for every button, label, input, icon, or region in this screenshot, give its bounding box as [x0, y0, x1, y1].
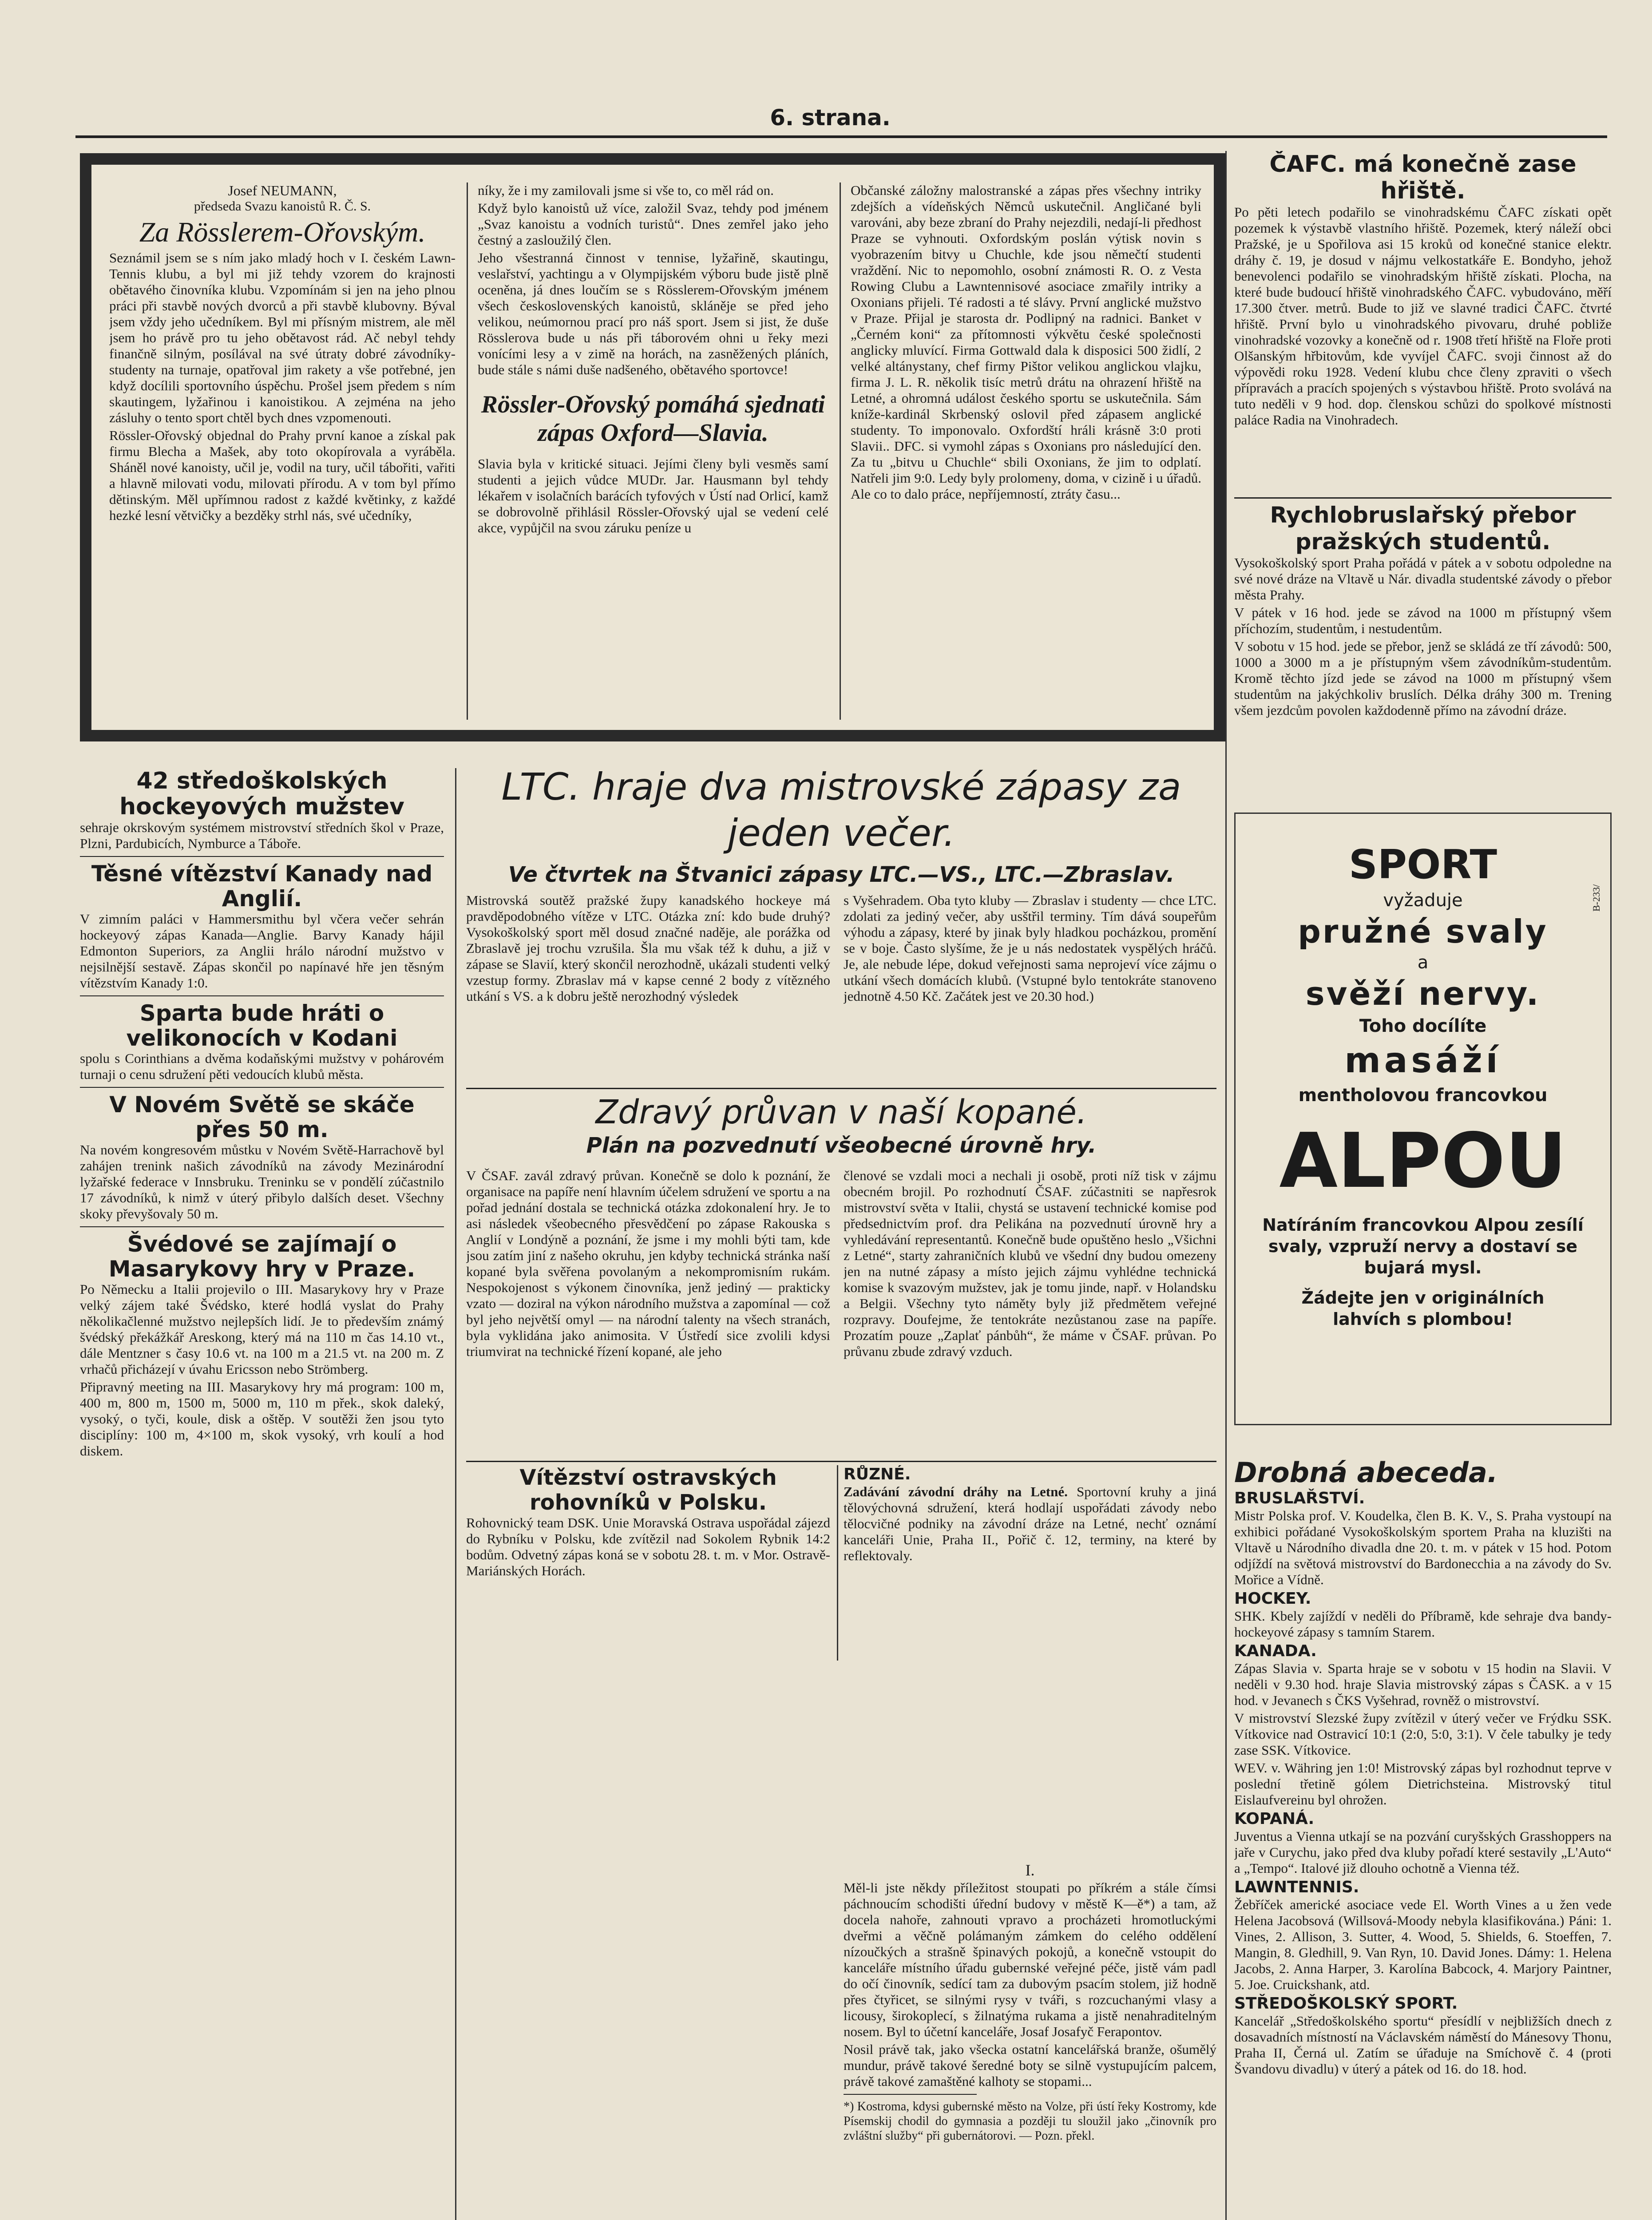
ad-text: Žádejte jen v originálních lahvích s plombou! [1301, 1288, 1545, 1329]
obituary-paragraph: Jeho všestranná činnost v tennise, lyžařině, skautingu, veslařství, yachtingu a v Olympijském výboru bude jistě plně oceněna, já dnes loučím se s Rösslerem-Ořovským jménem všech československých kanoistů, skláněje se před jeho velikou, neúmornou prací pro náš sport. Jsem si jist, že duše Rösslerova bude u nás při táborovém ohni u řeky mezi vonícími lesy a v zimě na horách, na zasněžených pláních, bude stále s námi duše nadšeného, obětavého sportovce! [478, 250, 828, 377]
abeceda-section: BRUSLAŘSTVÍ. [1234, 1489, 1365, 1507]
section-rule [80, 1226, 444, 1227]
ad-text: svěží nervy. [1305, 975, 1541, 1012]
article-text: Připravný meeting na III. Masarykovy hry má program: 100 m, 400 m, 800 m, 1500 m, 5000 m, 110 m přek., skok daleký, vysoký, o tyči, koule, disk a oštěp. V soutěži žen jsou tyto disciplíny: 100 m, 4×100 m, skok vysoký, vrh koulí a hod diskem. [80, 1379, 444, 1459]
subsection-title: Rössler-Ořovský pomáhá sjednati zápas Oxford—Slavia. [481, 391, 825, 447]
section-rule [80, 995, 444, 996]
cafc-text: Po pěti letech podařilo se vinohradskému ČAFC získati opět pozemek k výstavbě vlastního hřiště. Pozemek, který náleží obci Pražské, je u Spořilova asi 15 kroků od konečné stanice elektr. dráhy č. 19, je dosud v nájmu velkostatkáře E. Bondyho, jehož benevolenci podařilo se vinohradským hřiště získati. Plocha, na které bude budoucí hřiště vinohradského ČAFC. vybudováno, měří 17.300 čtver. metrů. Bude to již ve slavné tradici ČAFC. čtvrté hřiště. První bylo u vinohradského pivovaru, druhé pobliže vinohradské vozovky a konečně od r. 1908 třetí hřiště na Floře proti Olšanským hřbitovům, kde vyvíjel ČAFC. svoji činnost až do výpovědi roku 1928. Vedení klubu chce členy zpraviti o všech přípravách a pracích spojených s výstavbou hřiště. Proto svolává na tuto neděli v 9 hod. dop. členskou schůzi do spolkové místnosti paláce Radia na Vinohradech. [1234, 204, 1612, 428]
footnote-rule [844, 2094, 977, 2095]
headline: 42 středoškolských hockeyových mužstev [119, 768, 404, 820]
section-rule [466, 1461, 1216, 1462]
ad-code: B-233/ [1591, 884, 1602, 912]
ltc-article [466, 764, 1216, 1088]
abeceda-text: Žebříček americké asociace vede El. Worth Vines a u žen vede Helena Jacobsová (Willsová-Moody nebyla klasifikována.) Páni: 1. Vines, 2. Allison, 3. Sutter, 4. Wood, 5. Shields, 6. Stoeffen, 7. Mangin, 8. Gledhill, 9. Van Ryn, 10. David Jones. Dámy: 1. Helena Jacobs, 2. Anna Harper, 3. Karolína Babcock, 4. Marjory Paintner, 5. Joe. Cruickshank, atd. [1234, 1897, 1612, 1992]
author-name: Josef NEUMANN, [228, 182, 337, 198]
section-rule [80, 856, 444, 857]
football-article [466, 1092, 1216, 1461]
abeceda-title: Drobná abeceda. [1234, 1456, 1498, 1489]
ostrava-text: Rohovnický team DSK. Unie Moravská Ostrava uspořádal zájezd do Rybníku v Polsku, kde zvítězil nad Sokolem Rybnik 14:2 bodům. Odvetný zápas koná se v sobotu 28. t. m. v Mor. Ostravě-Mariánských Horách. [466, 1515, 830, 1578]
abeceda-text: WEV. v. Währing jen 1:0! Mistrovský zápas byl rozhodnut teprve v poslední třetině gólem Dietrichsteina. Mistrovský titul Eislaufvereinu byl ohrožen. [1234, 1760, 1612, 1808]
ostrava-article [466, 1465, 830, 1661]
abeceda-column [1234, 1456, 1612, 2220]
headline: Těsné vítězství Kanady nad Anglií. [91, 861, 433, 912]
obituary-paragraph: Slavia byla v kritické situaci. Jejími členy byli vesměs samí studenti a jejich vůdce MUDr. Jar. Hausmann byl tehdy lékařem v isolačních barácích tyfových v Ústí nad Orlicí, kamž se dobrovolně přihlásil Rössler-Ořovský ujal se vedení celé akce, vypůjčil na svou záruku peníze u [478, 456, 828, 535]
skating-article [1234, 502, 1612, 795]
cafc-title: ČAFC. má konečně zase hřiště. [1269, 151, 1577, 204]
header-rule [75, 135, 1607, 138]
ad-text: a [1417, 952, 1429, 973]
football-title: Zdravý průvan v naší kopané. [595, 1093, 1087, 1131]
ltc-col-1: Mistrovská soutěž pražské župy kanadského hockeye má pravděpodobného vítěze v LTC. Otázka zní: kdo bude druhý? Vysokoškolský sport měl dosud značné naděje, ale porážka od Zbraslavě jej trochu vzrušila. Šla mu však též k duhu, a již v zápase se Slavií, který skončil nerozhodně, ukázali studenti velký vzestup formy. Zbraslav má v kapse cenné 2 body z vítězného utkání s VS. a k dobru ještě nerozhodný výsledek [466, 892, 830, 1004]
ruzne-lead: Zadávání závodní dráhy na Letné. [844, 1484, 1068, 1499]
obituary-col-1 [109, 182, 456, 724]
column-rule [837, 1465, 838, 1661]
ostrava-title: Vítězství ostravských rohovníků v Polsku. [519, 1465, 777, 1515]
ad-brand: ALPOU [1279, 1117, 1567, 1205]
article-text: V zimním paláci v Hammersmithu byl včera večer sehrán hockeyový zápas Kanada—Anglie. Barvy Kanady hájil Edmonton Superiors, za Anglii hrálo národní mužstvo v nejsilnější sestavě. Zápas skončil po napínavé hře jen těsným vítězstvím Kanady 1:0. [80, 911, 444, 991]
ad-text: pružné svaly [1298, 913, 1548, 950]
abeceda-text: Zápas Slavia v. Sparta hraje se v sobotu v 15 hodin na Slavii. V neděli v 9.30 hod. hraje Slavia mistrovský zápas s ČASK. a v 15 hod. v Jevanech s ČKS Vyšehrad, rovněž o mistrovství. [1234, 1661, 1612, 1708]
skating-text: V pátek v 16 hod. jede se závod na 1000 m přístupný všem příchozím, studentům, i nestudentům. [1234, 605, 1612, 636]
skating-text: V sobotu v 15 hod. jede se přebor, jenž se skládá ze tří závodů: 500, 1000 a 3000 m a je přístupným všem závodníkům-studentům. Kromě těchto jízd jede se závod na 1000 m přístupný všem studentům na jakýchkoliv bruslích. Délka dráhy 300 m. Trening všem jezdcům povolen každodenně přímo na závodní dráze. [1234, 638, 1612, 718]
column-rule [467, 182, 468, 720]
story-paragraph: Nosil právě tak, jako všecka ostatní kancelářská branže, ošumělý mundur, právě takové šeredné boty se silně vystupujícím palcem, právě takové zamaštěné kalhoty se stopami... [844, 2042, 1216, 2089]
obituary-box [80, 153, 1225, 741]
section-rule [80, 1087, 444, 1088]
obituary-paragraph: Když bylo kanoistů už více, založil Svaz, tehdy pod jménem „Svaz kanoistu a vodních turistů“. Dnes zemřel jako jeho čestný a zasloužilý člen. [478, 200, 828, 248]
chapter-number: I. [1025, 1861, 1035, 1879]
ruzne-body: Sportovní kruhy a jiná tělovýchovná sdružení, která hodlají uspořádati závody nebo tělocvičné podniky na závodní dráze na Letné, nechť oznámí kanceláři Unie, Praha II., Pořič č. 12, terminy, na které by reflektovaly. [844, 1484, 1216, 1563]
story-paragraph: Měl-li jste někdy příležitost stoupati po příkrém a stále čímsi páchnoucím schodišti úřední budovy v městě K—ě*) a tam, až docela nahoře, zahnouti vpravo a procházeti hromotluckými dveřmi a věčně polámaným zámkem do celého oddělení nízoučkých a strašně špinavých pokojů, a konečně vstoupit do kanceláře místního úřadu gubernské veřejné péče, jistě vám padl do očí činovník, sedící tam za dubovým psacím stolem, již hodně přes čtyřicet, se silnými rysy v tváři, s rozcuchanými vlasy a licousy, širokoplecí, s žilnatýma rukama a jistě nenahraditelným nosem. Byl to účetní kanceláře, Josaf Josafyč Ferapontov. [844, 1880, 1216, 2039]
obituary-paragraph: Občanské záložny malostranské a zápas přes všechny intriky zdejších a vídeňských Němců uskutečnil. Angličané byli varováni, aby beze zbraní do Prahy nejezdili, nedají-li předhost Praze se vyhnouti. Oxfordským poslán výtisk novin s vyobrazením bitvy u Chuchle, kde jsou němečtí studenti vraždění. Nic to nepomohlo, osobní známosti R. O. z Vesta Rowing Clubu a Lawntennisové asociace zmařily intriky a Oxonians přijeli. Té radosti a té slávy. První anglické mužstvo v Praze. Přijal je starosta dr. Podlipný na radnici. Banket v „Černém koni“ za přítomnosti výkvětu české společnosti anglicky mluvící. Firma Gottwald dala k disposici 500 židlí, 2 velké altánystany, chef firmy Pištor velikou anglickou vlajku, firma J. L. R. několik tisíc metrů drátu na ohrazení hřiště na Letné, a ohromná událost českého sportu se uskutečnila. Sám kníže-kardinál Skrbenský oslovil před zápasem anglické studenty. To imponovalo. Oxfordští hráli krásně 3:0 proti Slavii.. DFC. si vymohl zápas s Oxonians pro následující den. Za tu „bitvu u Chuchle“ sbili Oxonians, že jim to odplatí. Natřeli jim 9:0. Ledy byly prolomeny, doma, v cizině i u úřadů. Ale co to dalo práce, nepříjemností, ztráty času... [851, 182, 1201, 502]
serial-story [844, 1860, 1216, 2220]
article-text: Po Německu a Italii projevilo o III. Masarykovy hry v Praze velký zájem také Švédsko, které hodlá vyslat do Prahy několikačlenné mužstvo nejlepších lidí. Je to především známý švédský překážkář Areskong, který má na 110 m čas 14.10 vt., dále Mentzner s časy 10.6 vt. na 100 m a 21.5 vt. na 200 m. Z vrhačů přicházejí v úvahu Ericsson nebo Strömberg. [80, 1281, 444, 1377]
football-col-2: členové se vzdali moci a nechali ji osobě, proti níž tisk v zájmu obecném brojil. Po rozhodnutí ČSAF. zúčastniti se napřesrok mistrovství světa v Italii, chystá se ustavení technické komise pod předsednictvím prof. dra Pelikána na pozvednutí úrovně hry a vyhledávání representantů. Konečně bude opuštěno heslo „Všichni z Letné“, starty zahraničních klubů ve všední dny budou omezeny jen na nutné zápasy a místo jejich zájmu vyhlédne technická komise k svazovým mužstev, jak je tomu jinde, např. v Holandsku a Belgii. Všechny tyto náměty byly již předmětem veřejné rozpravy. Doufejme, že tentokráte nezůstanou zase na papíře. Prozatím pouze „Zaplať pánbůh“, že máme v ČSAF. průvan. Po průvanu zbude zdravý vzduch. [844, 1168, 1216, 1359]
skating-text: Vysokoškolský sport Praha pořádá v pátek a v sobotu odpoledne na své nové dráze na Vltavě u Nár. divadla studentské závody o přebor města Prahy. [1234, 555, 1612, 603]
abeceda-section: KOPANÁ. [1234, 1810, 1315, 1828]
skating-title: Rychlobruslařský přebor pražských studentů. [1270, 502, 1576, 555]
abeceda-text: SHK. Kbely zajíždí v neděli do Příbramě, kde sehraje dva bandy-hockeyové zápasy s tamním Starem. [1234, 1608, 1612, 1640]
obituary-title: Za Rösslerem-Ořovským. [139, 216, 426, 248]
headline: V Novém Světě se skáče přes 50 m. [109, 1092, 415, 1142]
obituary-paragraph: Rössler-Ořovský objednal do Prahy první kanoe a získal pak firmu Blecha a Mašek, aby toto okopírovala a vyráběla. Sháněl nové kanoisty, učil je, vodil na tury, učil tábořiti, vařiti a hlavně milovati vodu, milovati přírodu. A v tom byl přímo dětinským. Měl upřímnou radost z každé květinky, z každé hezké lesní větvičky a bezděky strhl nás, své učedníky, [109, 428, 456, 523]
section-rule [466, 1088, 1216, 1089]
abeceda-text: Kancelář „Středoškolského sportu“ přesídlí v nejbližších dnech z dosavadních místností na Václavském náměstí do Mánesovy Thonu, Praha II, Černá ul. Zatím se úřaduje na Smíchově č. 4 (proti Švandovu divadlu) v úterý a pátek od 16. do 18. hod. [1234, 2013, 1612, 2077]
ltc-subtitle: Ve čtvrtek na Štvanici zápasy LTC.—VS., LTC.—Zbraslav. [508, 862, 1175, 887]
obituary-paragraph: Seznámil jsem se s ním jako mladý hoch v I. českém Lawn-Tennis klubu, a byl mi již tehdy vzorem do krajnosti obětavého činovníka klubu. Vzpomínám si jen na jeho plnou práci při stavbě nových dvorců a při stavbě klubovny. Býval jsem vždy jeho učedníkem. Byl mi přísným mistrem, ale měl jsem ho právě pro tu jeho obětavost rád. Ač nebyl tehdy finančně silným, posílával na své útraty dobré závodníky-studenty na turnaje, opatřoval jim rakety a vše potřebné, jen když docílili sportovního úspěchu. Prošel jsem předem s ním skautingem, lyžařinou i kanoistikou. A zejména na jeho zásluhy o tento sport chtěl bych dnes vzpomenouti. [109, 250, 456, 425]
left-column [80, 768, 444, 1647]
story-footnote: *) Kostroma, kdysi gubernské město na Volze, při ústí řeky Kostromy, kde Písemskij chodil do gymnasia a později tu sloužil jako „činovník pro zvláštní služby“ při gubernátorovi. — Pozn. překl. [844, 2100, 1216, 2143]
page-number: 6. strana. [770, 105, 891, 131]
ltc-title: LTC. hraje dva mistrovské zápasy za jeden večer. [501, 765, 1181, 855]
obituary-paragraph: níky, že i my zamilovali jsme si vše to, co měl rád on. [478, 182, 774, 198]
ruzne-text [844, 1484, 1216, 1564]
abeceda-section: KANADA. [1234, 1642, 1317, 1660]
ruzne-title: RŮZNÉ. [844, 1465, 911, 1483]
ad-text: Natíráním francovkou Alpou zesílí svaly, vzpruží nervy a dostaví se bujará mysl. [1262, 1215, 1584, 1277]
abeceda-text: Juventus a Vienna utkají se na pozvání curyšských Grasshoppers na jaře v Curychu, jako před dva kluby pořadí které sestavily „L'Auto“ a „Tempo“. Italové již dlouho ochotně a Vienna též. [1234, 1828, 1612, 1876]
abeceda-section: LAWNTENNIS. [1234, 1878, 1359, 1896]
column-rule [1225, 151, 1227, 2220]
football-col-1: V ČSAF. zavál zdravý průvan. Konečně se dolo k poznání, že organisace na papíře není hlavním účelem sdružení ve sportu a na pořad jednání dostala se technická otázka zdokonalení hry. Je to asi následek všeobecného přesvědčení po zápase Rakouska s Anglií v Londýně a poznání, že jsme i my mohli býti tam, kde jsou zatím jiní z našeho okruhu, jen kdyby technická stránka naší kopané byla svěřena povolaným a nekompromisním rukám. Nespokojenost s výkonem činovníka, jenž jediný — prakticky vzato — doziral na výkon národního mužstva a zapomínal — což byl jeho největší omyl — na národní talenty na všech stranách, byla vyklidána jako animosita. V Ústředí sice zvolili kdysi triumvirat na technické řízení kopané, ale jeho [466, 1168, 830, 1359]
article-text: sehraje okrskovým systémem mistrovství středních škol v Praze, Plzni, Pardubicích, Nymburce a Táboře. [80, 820, 444, 851]
abeceda-text: V mistrovství Slezské župy zvítězil v úterý večer ve Frýdku SSK. Vítkovice nad Ostravicí 10:1 (2:0, 5:0, 3:1). V čele tabulky je tedy zase SSK. Vítkovice. [1234, 1710, 1612, 1758]
author-role: předseda Svazu kanoistů R. Č. S. [194, 199, 371, 214]
ad-text: vyžaduje [1383, 890, 1463, 911]
abeceda-section: HOCKEY. [1234, 1590, 1311, 1608]
article-text: Na novém kongresovém můstku v Novém Světě-Harrachově byl zahájen trenink našich závodníků na závody Mezinárodní lyžařské federace v Innsbruku. Treninku se v pondělí zúčastnilo 17 závodníků, k nimž v úterý přibylo dalších deset. Všechny skoky převyšovaly 50 m. [80, 1142, 444, 1221]
headline: Sparta bude hráti o velikonocích v Kodani [126, 1000, 398, 1051]
football-subtitle: Plán na pozvednutí všeobecné úrovně hry. [586, 1133, 1097, 1158]
section-rule [1234, 497, 1612, 499]
ltc-col-2: s Vyšehradem. Oba tyto kluby — Zbraslav i studenty — chce LTC. zdolati za jediný večer, aby usštřil terminy. Tím dává soupeřům výhodu a zápasy, které by jinak byly hladkou pocházkou, promění se v boje. Často slyšíme, že je u nás nedostatek vyspělých hráčů. Je, ale nebude lépe, dokud veřejnosti sama neprojeví více zájmu o utkání všech domácích klubů. (Vstupné bylo tentokráte stanoveno jednotně 4.50 Kč. Začátek jest ve 20.30 hod.) [844, 892, 1216, 1004]
obituary-col-3 [851, 182, 1201, 724]
abeceda-text: Mistr Polska prof. V. Koudelka, člen B. K. V., S. Praha vystoupí na exhibici pořádané Vysokoškolským sportem Praha na kluzišti na Vltavě u Národního divadla dne 20. t. m. v pátek v 15 hod. Potom odjíždí na světová mistrovství do Bardonecchia a na závody do Sv. Mořice a Vídně. [1234, 1508, 1612, 1587]
obituary-col-2 [478, 182, 828, 724]
cafc-article [1234, 151, 1612, 533]
article-text: spolu s Corinthians a dvěma kodaňskými mužstvy v pohárovém turnaji o cenu sdružení pěti vedoucích klubů města. [80, 1051, 444, 1082]
alpa-advertisement [1234, 813, 1612, 1425]
headline: Švédové se zajímají o Masarykovy hry v Praze. [108, 1231, 416, 1282]
ad-text: mentholovou francovkou [1298, 1085, 1548, 1106]
abeceda-section: STŘEDOŠKOLSKÝ SPORT. [1234, 1994, 1458, 2013]
ad-text: masáží [1344, 1041, 1501, 1081]
ruzne-article [844, 1465, 1216, 1661]
column-rule [840, 182, 841, 720]
column-rule [455, 768, 456, 2220]
ad-sport: SPORT [1349, 841, 1497, 888]
ad-text: Toho docílíte [1359, 1016, 1487, 1036]
